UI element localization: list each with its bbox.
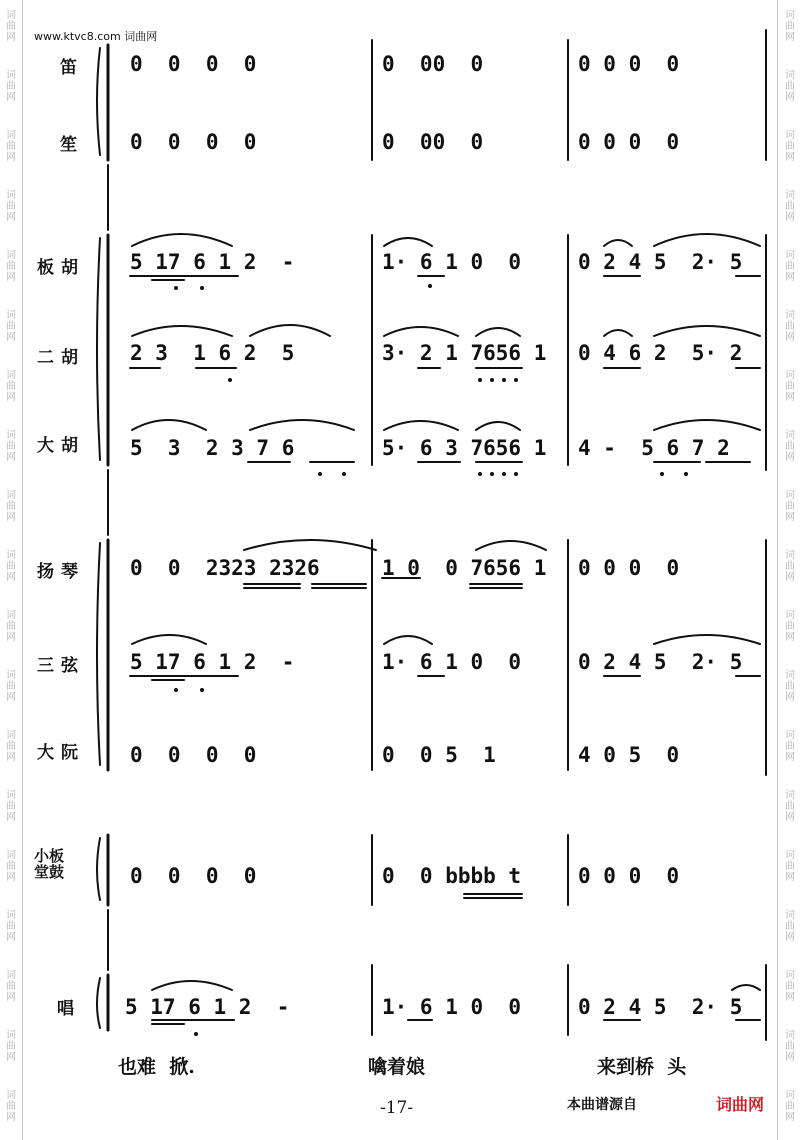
instrument-label-yangqin: 扬琴 xyxy=(37,562,85,582)
slur-banhu-1 xyxy=(132,234,232,246)
measure-dahu-2: 5· 6 3 7656 1 xyxy=(382,436,547,460)
watermark-glyph: 词 曲 网 xyxy=(785,10,795,43)
brace-percussion xyxy=(97,838,100,900)
brace-plucked xyxy=(97,543,100,765)
octave-dot xyxy=(478,472,482,476)
watermark-glyph: 词 曲 网 xyxy=(6,550,16,583)
octave-dot xyxy=(174,286,178,290)
measure-sanxian-1: 5 17 6 1 2 - xyxy=(130,650,295,674)
site-url: www.ktvc8.com 词曲网 xyxy=(34,30,158,43)
instrument-label-di: 笛 xyxy=(60,58,84,78)
watermark-glyph: 词 曲 网 xyxy=(6,250,16,283)
watermark-glyph: 词 曲 网 xyxy=(6,910,16,943)
measure-dahu-1: 5 3 2 3 7 6 xyxy=(130,436,295,460)
octave-dot xyxy=(684,472,688,476)
slur-voice-2 xyxy=(732,985,760,990)
watermark-glyph: 词 曲 网 xyxy=(785,1090,795,1123)
measure-sanxian-3: 0 2 4 5 2· 5 xyxy=(578,650,743,674)
brand-logo-text: 词曲网 xyxy=(716,1095,765,1114)
instrument-label-dahu: 大胡 xyxy=(37,436,85,456)
lyric-segment-3: 来到桥 头 xyxy=(597,1056,687,1078)
watermark-glyph: 词 曲 网 xyxy=(785,310,795,343)
watermark-glyph: 词 曲 网 xyxy=(6,850,16,883)
measure-sheng-1: 0 0 0 0 xyxy=(130,130,257,154)
octave-dot xyxy=(490,472,494,476)
slur-erhu-2 xyxy=(250,325,330,336)
watermark-glyph: 词 曲 网 xyxy=(785,970,795,1003)
octave-dot xyxy=(342,472,346,476)
slur-erhu-5 xyxy=(604,330,632,336)
octave-dot xyxy=(660,472,664,476)
measure-erhu-3: 0 4 6 2 5· 2 xyxy=(578,341,743,365)
octave-dot xyxy=(200,688,204,692)
watermark-glyph: 词 曲 网 xyxy=(785,190,795,223)
slur-dahu-3 xyxy=(384,421,458,430)
measure-dahu-3: 4 - 5 6 7 2 xyxy=(578,436,730,460)
watermark-glyph: 词 曲 网 xyxy=(6,1030,16,1063)
watermark-glyph: 词 曲 网 xyxy=(6,430,16,463)
measure-percussion-1: 0 0 0 0 xyxy=(130,864,257,888)
slur-voice-1 xyxy=(152,981,232,990)
octave-dot xyxy=(228,378,232,382)
slur-erhu-1 xyxy=(132,326,232,336)
slur-erhu-4 xyxy=(476,328,520,336)
watermark-glyph: 词 曲 网 xyxy=(6,670,16,703)
measure-yangqin-1: 0 0 2323 2326 xyxy=(130,556,320,580)
source-credit: 本曲谱源自 xyxy=(567,1097,637,1113)
instrument-label-voice: 唱 xyxy=(57,999,81,1019)
slur-sanxian-2 xyxy=(384,636,432,644)
slur-yangqin-1 xyxy=(244,540,376,550)
watermark-glyph: 词 曲 网 xyxy=(785,490,795,523)
watermark-glyph: 词 曲 网 xyxy=(6,370,16,403)
measure-banhu-3: 0 2 4 5 2· 5 xyxy=(578,250,743,274)
slur-dahu-2 xyxy=(250,420,354,430)
measure-voice-3: 0 2 4 5 2· 5 xyxy=(578,995,743,1019)
measure-sheng-3: 0 0 0 0 xyxy=(578,130,680,154)
measure-sanxian-2: 1· 6 1 0 0 xyxy=(382,650,522,674)
slur-banhu-4 xyxy=(654,234,760,246)
slur-dahu-4 xyxy=(476,422,520,430)
watermark-glyph: 词 曲 网 xyxy=(785,430,795,463)
measure-percussion-3: 0 0 0 0 xyxy=(578,864,680,888)
watermark-glyph: 词 曲 网 xyxy=(6,190,16,223)
watermark-glyph: 词 曲 网 xyxy=(6,490,16,523)
slur-dahu-1 xyxy=(132,420,206,430)
watermark-glyph: 词 曲 网 xyxy=(6,1090,16,1123)
watermark-glyph: 词 曲 网 xyxy=(6,970,16,1003)
watermark-glyph: 词 曲 网 xyxy=(6,790,16,823)
watermark-glyph: 词 曲 网 xyxy=(6,310,16,343)
measure-daruan-2: 0 0 5 1 xyxy=(382,743,496,767)
instrument-label-erhu: 二胡 xyxy=(37,348,85,368)
octave-dot xyxy=(428,284,432,288)
slur-sanxian-1 xyxy=(132,635,206,644)
measure-di-1: 0 0 0 0 xyxy=(130,52,257,76)
slur-sanxian-3 xyxy=(654,635,760,644)
octave-dot xyxy=(490,378,494,382)
measure-voice-2: 1· 6 1 0 0 xyxy=(382,995,522,1019)
slur-dahu-5 xyxy=(654,420,760,430)
measure-yangqin-2: 1 0 0 7656 1 xyxy=(382,556,547,580)
instrument-label-sanxian: 三弦 xyxy=(37,656,85,676)
measure-di-2: 0 00 0 xyxy=(382,52,484,76)
instrument-label-banhu: 板胡 xyxy=(37,258,85,278)
measure-yangqin-3: 0 0 0 0 xyxy=(578,556,680,580)
watermark-glyph: 词 曲 网 xyxy=(785,250,795,283)
page-number: -17- xyxy=(380,1098,414,1118)
octave-dot xyxy=(200,286,204,290)
lyric-segment-2: 噙着娘 xyxy=(368,1056,426,1078)
watermark-glyph: 词 曲 网 xyxy=(785,910,795,943)
measure-erhu-1: 2 3 1 6 2 5 xyxy=(130,341,295,365)
watermark-glyph: 词 曲 网 xyxy=(6,730,16,763)
measure-percussion-2: 0 0 bbbb t xyxy=(382,864,522,888)
slur-erhu-3 xyxy=(384,327,458,336)
watermark-glyph: 词 曲 网 xyxy=(785,130,795,163)
lyric-segment-1: 也难 掀. xyxy=(118,1056,195,1078)
watermark-glyph: 词 曲 网 xyxy=(785,670,795,703)
instrument-label-daruan: 大阮 xyxy=(37,743,85,763)
measure-banhu-2: 1· 6 1 0 0 xyxy=(382,250,522,274)
watermark-glyph: 词 曲 网 xyxy=(785,850,795,883)
measure-banhu-1: 5 17 6 1 2 - xyxy=(130,250,295,274)
watermark-glyph: 词 曲 网 xyxy=(785,70,795,103)
watermark-glyph: 词 曲 网 xyxy=(785,550,795,583)
octave-dot xyxy=(478,378,482,382)
watermark-glyph: 词 曲 网 xyxy=(6,130,16,163)
instrument-label-sheng: 笙 xyxy=(60,135,84,155)
watermark-glyph: 词 曲 网 xyxy=(6,610,16,643)
measure-erhu-2: 3· 2 1 7656 1 xyxy=(382,341,547,365)
watermark-glyph: 词 曲 网 xyxy=(6,70,16,103)
measure-voice-1: 5 17 6 1 2 - xyxy=(125,995,290,1019)
octave-dot xyxy=(174,688,178,692)
octave-dot xyxy=(318,472,322,476)
octave-dot xyxy=(194,1032,198,1036)
watermark-glyph: 词 曲 网 xyxy=(6,10,16,43)
measure-daruan-1: 0 0 0 0 xyxy=(130,743,257,767)
octave-dot xyxy=(514,378,518,382)
watermark-glyph: 词 曲 网 xyxy=(785,370,795,403)
octave-dot xyxy=(502,472,506,476)
octave-dot xyxy=(514,472,518,476)
slur-banhu-3 xyxy=(604,240,632,246)
watermark-glyph: 词 曲 网 xyxy=(785,1030,795,1063)
watermark-glyph: 词 曲 网 xyxy=(785,610,795,643)
watermark-glyph: 词 曲 网 xyxy=(785,730,795,763)
brace-voice xyxy=(97,978,100,1028)
slur-yangqin-2 xyxy=(476,541,546,550)
brace-strings xyxy=(97,238,100,460)
measure-sheng-2: 0 00 0 xyxy=(382,130,484,154)
measure-daruan-3: 4 0 5 0 xyxy=(578,743,680,767)
octave-dot xyxy=(502,378,506,382)
instrument-label-percussion: 小板 堂鼓 xyxy=(34,847,65,881)
slur-erhu-6 xyxy=(654,326,760,336)
slur-banhu-2 xyxy=(384,238,432,246)
brace-winds xyxy=(97,48,100,155)
measure-di-3: 0 0 0 0 xyxy=(578,52,680,76)
watermark-glyph: 词 曲 网 xyxy=(785,790,795,823)
